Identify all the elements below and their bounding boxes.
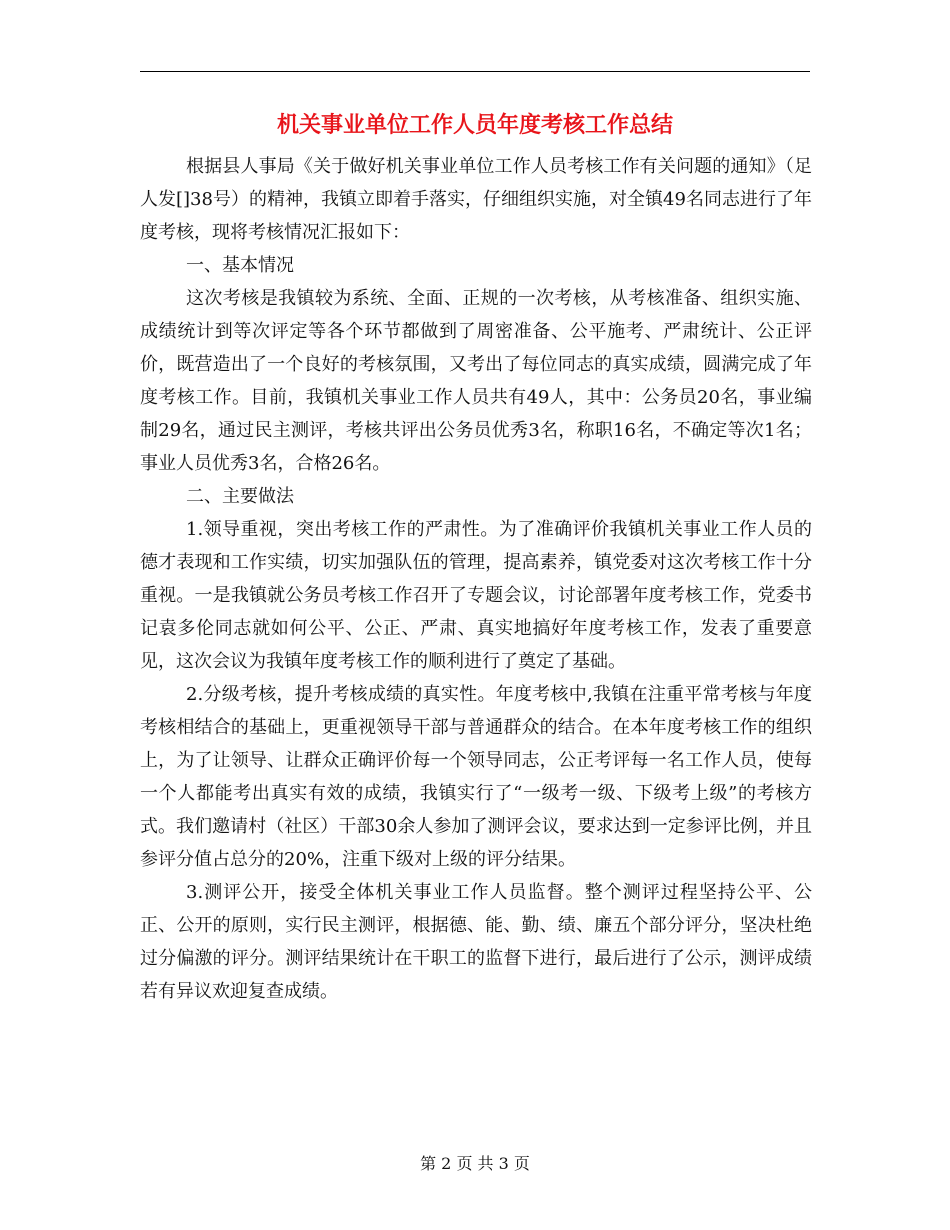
practice-item-3: 3.测评公开，接受全体机关事业工作人员监督。整个测评过程坚持公平、公正、公开的原则，实行民主测评，根据德、能、勤、绩、廉五个部分评分，坚决杜绝过分偏激的评分。测评结果统计在干职工的监督下进行，最后进行了公示，测评成绩若有异议欢迎复查成绩。 bbox=[140, 882, 812, 1002]
document-body bbox=[140, 150, 812, 1008]
section-heading-basic-situation: 一、基本情况 bbox=[186, 255, 294, 276]
header-rule bbox=[140, 71, 810, 72]
document-title: 机关事业单位工作人员年度考核工作总结 bbox=[276, 113, 673, 138]
intro-paragraph: 根据县人事局《关于做好机关事业单位工作人员考核工作有关问题的通知》（足人发[]38号）的精神，我镇立即着手落实，仔细组织实施，对全镇49名同志进行了年度考核，现将考核情况汇报如下： bbox=[140, 156, 812, 243]
basic-situation-paragraph: 这次考核是我镇较为系统、全面、正规的一次考核，从考核准备、组织实施、成绩统计到等次评定等各个环节都做到了周密准备、公平施考、严肃统计、公正评价，既营造出了一个良好的考核氛围，又考出了每位同志的真实成绩，圆满完成了年度考核工作。目前，我镇机关事业工作人员共有49人，其中：公务员20名，事业编制29名，通过民主测评，考核共评出公务员优秀3名，称职16名，不确定等次1名；事业人员优秀3名，合格26名。 bbox=[140, 288, 812, 474]
section-heading-main-practices: 二、主要做法 bbox=[186, 486, 294, 507]
practice-item-2: 2.分级考核，提升考核成绩的真实性。年度考核中,我镇在注重平常考核与年度考核相结合的基础上，更重视领导干部与普通群众的结合。在本年度考核工作的组织上，为了让领导、让群众正确评价每一个领导同志，公正考评每一名工作人员，使每一个人都能考出真实有效的成绩，我镇实行了“一级考一级、下级考上级”的考核方式。我们邀请村（社区）干部30余人参加了测评会议，要求达到一定参评比例，并且参评分值占总分的20%，注重下级对上级的评分结果。 bbox=[140, 684, 812, 870]
page-number: 第 2 页 共 3 页 bbox=[420, 1154, 530, 1173]
practice-item-1: 1.领导重视，突出考核工作的严肃性。为了准确评价我镇机关事业工作人员的德才表现和工作实绩，切实加强队伍的管理，提高素养，镇党委对这次考核工作十分重视。一是我镇就公务员考核工作召开了专题会议，讨论部署年度考核工作，党委书记袁多伦同志就如何公平、公正、严肃、真实地搞好年度考核工作，发表了重要意见，这次会议为我镇年度考核工作的顺利进行了奠定了基础。 bbox=[140, 519, 812, 672]
